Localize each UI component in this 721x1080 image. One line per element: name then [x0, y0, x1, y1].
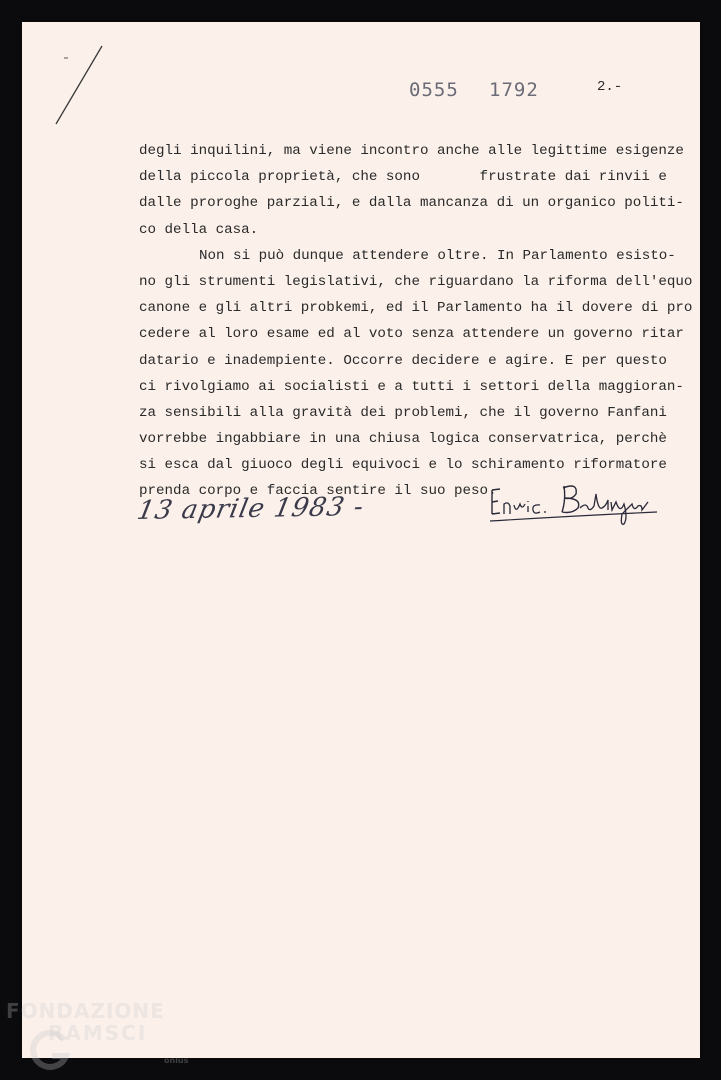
text-line: datario e inadempiente. Occorre decidere e agire. E per questo — [139, 352, 667, 369]
handwritten-date: 13 aprile 1983 - — [134, 492, 367, 526]
watermark-small: onlus — [164, 1056, 189, 1065]
foundation-watermark — [6, 999, 189, 1065]
text-line: co della casa. — [139, 221, 259, 238]
text-line: degli inquilini, ma viene incontro anche alle legittime esigenze — [139, 143, 684, 159]
archive-stamp-right: 1792 — [489, 79, 539, 101]
text-line: za sensibili alla gravità dei problemi, che il governo Fanfani — [139, 404, 667, 421]
text-line: della piccola proprietà, che sono frustrate dai rinvii e — [139, 169, 667, 186]
text-line: dalle proroghe parziali, e dalla mancanza di un organico politi- — [139, 195, 684, 212]
text-line: Non si può dunque attendere oltre. In Parlamento esisto- — [199, 247, 676, 264]
archive-stamp-left: 0555 — [409, 79, 459, 101]
text-line: canone e gli altri probkemi, ed il Parlamento ha il dovere di pro — [139, 300, 693, 317]
page-number: 2.- — [597, 79, 623, 95]
handwritten-signature — [462, 474, 662, 534]
watermark-line1: FONDAZIONE — [6, 999, 165, 1023]
watermark-line2: RAMSCI — [48, 1021, 148, 1045]
text-line: cedere al loro esame ed al voto senza attendere un governo ritar — [139, 326, 684, 343]
document-page — [22, 22, 700, 1058]
watermark-g-logo — [28, 1028, 72, 1072]
text-line: vorrebbe ingabbiare in una chiusa logica conservatrica, perchè — [139, 431, 667, 448]
pencil-slash-mark — [50, 42, 110, 132]
text-line: ci rivolgiamo ai socialisti e a tutti i settori della maggioran- — [139, 378, 684, 395]
typed-body-text — [139, 138, 693, 505]
text-line: prenda corpo e faccia sentire il suo peso. — [139, 483, 497, 500]
text-line: si esca dal giuoco degli equivoci e lo schiramento riformatore — [139, 457, 667, 474]
text-line: no gli strumenti legislativi, che riguardano la riforma dell'equo — [139, 273, 693, 290]
